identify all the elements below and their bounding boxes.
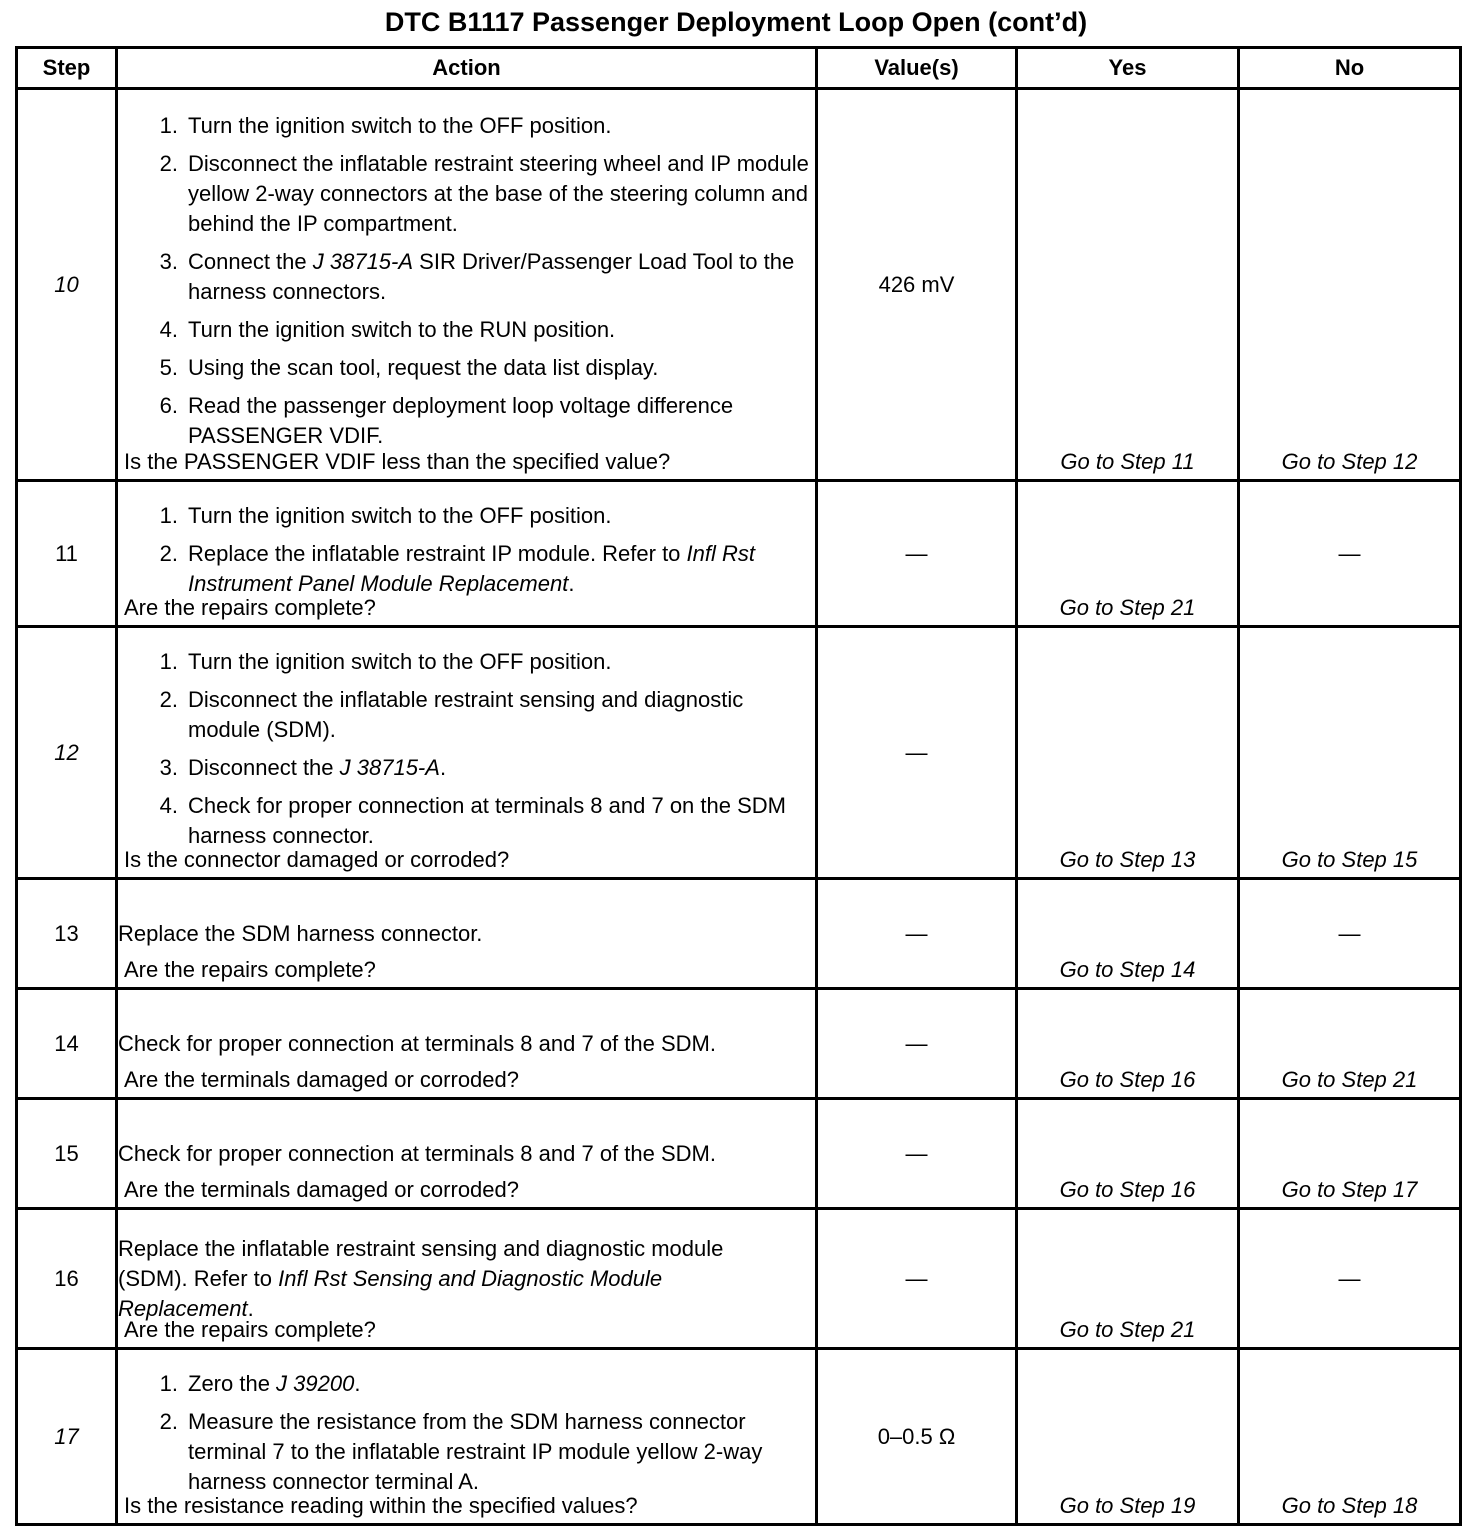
list-item: [118, 685, 815, 745]
tool-name: J 39200: [276, 1370, 355, 1396]
yes-link: Go to Step 21: [1059, 1317, 1196, 1342]
item-text: .: [354, 1370, 361, 1396]
question-text: Are the repairs complete?: [124, 595, 376, 620]
reference-title: Infl Rst Instrument Panel Module Replacement: [188, 540, 756, 596]
item-text: SIR Driver/Passenger Load Tool to the harness connectors.: [188, 248, 795, 304]
header-yes: Yes: [1017, 48, 1239, 89]
item-number: 1.: [159, 112, 178, 138]
list-item: [118, 391, 815, 451]
item-number: 2.: [159, 1408, 178, 1434]
list-item: [118, 791, 815, 851]
yes-link: Go to Step 11: [1060, 449, 1195, 474]
item-number: 1.: [159, 648, 178, 674]
no-cell: [1239, 627, 1461, 879]
action-cell: [117, 1209, 817, 1349]
reference-title: Infl Rst Sensing and Diagnostic Module Replacement: [118, 1265, 663, 1321]
header-values: Value(s): [817, 48, 1017, 89]
question-text: Are the repairs complete?: [124, 1317, 376, 1342]
value-cell: 0–0.5 Ω: [817, 1349, 1017, 1525]
item-text: .: [439, 754, 447, 780]
value-cell: 426 mV: [817, 89, 1017, 481]
list-item: [118, 111, 815, 141]
yes-link: Go to Step 14: [1059, 957, 1196, 982]
yes-link: Go to Step 19: [1059, 1493, 1196, 1518]
yes-cell: [1017, 481, 1239, 627]
item-number: 1.: [159, 502, 178, 528]
action-text: Check for proper connection at terminals 8 and 7 of the SDM.: [118, 1030, 716, 1056]
list-item: [118, 1369, 815, 1399]
list-item: [118, 315, 815, 345]
item-text: Turn the ignition switch to the OFF position.: [188, 648, 612, 674]
item-text: Using the scan tool, request the data list display.: [188, 354, 659, 380]
step-number: 16: [17, 1209, 117, 1349]
yes-link: Go to Step 16: [1059, 1067, 1196, 1092]
item-number: 3.: [159, 248, 178, 274]
action-cell: [117, 1099, 817, 1209]
step-number: 10: [17, 89, 117, 481]
question-text: Is the PASSENGER VDIF less than the specified value?: [124, 449, 671, 474]
no-link: Go to Step 18: [1281, 1493, 1418, 1518]
step-number: 11: [17, 481, 117, 627]
yes-cell: [1017, 89, 1239, 481]
diagnostic-table: [15, 46, 1462, 1526]
list-item: [118, 539, 815, 599]
no-link: Go to Step 17: [1281, 1177, 1418, 1202]
item-text: Turn the ignition switch to the RUN position.: [188, 316, 616, 342]
value-cell: —: [817, 481, 1017, 627]
action-cell: [117, 481, 817, 627]
no-link: Go to Step 21: [1281, 1067, 1418, 1092]
step-number: 14: [17, 989, 117, 1099]
item-text: Check for proper connection at terminals 8 and 7 on the SDM harness connector.: [188, 792, 786, 848]
value-cell: —: [817, 1099, 1017, 1209]
no-link: Go to Step 15: [1281, 847, 1418, 872]
value-cell: —: [817, 989, 1017, 1099]
item-text: Disconnect the: [188, 754, 340, 780]
item-text: Connect the: [188, 248, 313, 274]
action-cell: [117, 1349, 817, 1525]
question-text: Are the terminals damaged or corroded?: [124, 1067, 519, 1092]
yes-cell: [1017, 1099, 1239, 1209]
table-row: [17, 89, 1461, 481]
no-link: Go to Step 12: [1281, 449, 1418, 474]
tool-name: J 38715-A: [339, 754, 440, 780]
table-row: [17, 1099, 1461, 1209]
yes-cell: [1017, 879, 1239, 989]
action-cell: [117, 627, 817, 879]
table-header-row: [17, 48, 1461, 89]
no-value: —: [1338, 540, 1361, 566]
yes-link: Go to Step 13: [1059, 847, 1196, 872]
header-action: Action: [117, 48, 817, 89]
table-row: [17, 627, 1461, 879]
action-cell: [117, 89, 817, 481]
action-cell: [117, 989, 817, 1099]
item-number: 5.: [159, 354, 178, 380]
yes-cell: [1017, 627, 1239, 879]
item-text: Disconnect the inflatable restraint steering wheel and IP module yellow 2-way connectors at the base of the steering column and behind the IP compartment.: [188, 150, 809, 236]
no-cell: [1239, 481, 1461, 627]
yes-cell: [1017, 1349, 1239, 1525]
item-number: 3.: [159, 754, 178, 780]
yes-link: Go to Step 21: [1059, 595, 1196, 620]
item-text: Turn the ignition switch to the OFF position.: [188, 112, 612, 138]
page-title: DTC B1117 Passenger Deployment Loop Open (cont’d): [384, 7, 1088, 37]
question-text: Are the terminals damaged or corroded?: [124, 1177, 519, 1202]
no-cell: [1239, 1209, 1461, 1349]
action-text-part: .: [247, 1295, 254, 1321]
table-row: [17, 1349, 1461, 1525]
header-step: Step: [17, 48, 117, 89]
step-number: 12: [17, 627, 117, 879]
item-number: 6.: [159, 392, 178, 418]
list-item: [118, 149, 815, 239]
item-text: Read the passenger deployment loop voltage difference PASSENGER VDIF.: [188, 392, 734, 448]
action-text-part: Replace the inflatable restraint sensing and diagnostic module (SDM). Refer to: [118, 1235, 724, 1291]
action-text: [118, 1234, 778, 1324]
list-item: [118, 647, 815, 677]
table-row: [17, 989, 1461, 1099]
no-cell: [1239, 1349, 1461, 1525]
no-cell: [1239, 989, 1461, 1099]
item-text: Zero the: [188, 1370, 277, 1396]
item-number: 4.: [159, 316, 178, 342]
list-item: [118, 353, 815, 383]
yes-cell: [1017, 1209, 1239, 1349]
item-text: Replace the inflatable restraint IP module. Refer to: [188, 540, 687, 566]
action-text: Replace the SDM harness connector.: [118, 920, 483, 946]
no-cell: [1239, 1099, 1461, 1209]
tool-name: J 38715-A: [312, 248, 414, 274]
item-text: .: [568, 570, 575, 596]
value-cell: —: [817, 879, 1017, 989]
table-row: [17, 879, 1461, 989]
step-number: 17: [17, 1349, 117, 1525]
question-text: Is the connector damaged or corroded?: [124, 847, 510, 872]
list-item: [118, 1407, 788, 1497]
no-cell: [1239, 89, 1461, 481]
list-item: [118, 753, 815, 783]
value-cell: —: [817, 1209, 1017, 1349]
list-item: [118, 247, 815, 307]
yes-cell: [1017, 989, 1239, 1099]
item-number: 1.: [159, 1370, 178, 1396]
item-text: Turn the ignition switch to the OFF position.: [188, 502, 612, 528]
table-row: [17, 481, 1461, 627]
no-cell: [1239, 879, 1461, 989]
step-number: 13: [17, 879, 117, 989]
action-text: Check for proper connection at terminals 8 and 7 of the SDM.: [118, 1140, 716, 1166]
header-no: No: [1239, 48, 1461, 89]
value-cell: —: [817, 627, 1017, 879]
no-value: —: [1338, 920, 1361, 946]
step-number: 15: [17, 1099, 117, 1209]
item-text: Disconnect the inflatable restraint sensing and diagnostic module (SDM).: [188, 686, 744, 742]
question-text: Are the repairs complete?: [124, 957, 376, 982]
item-number: 2.: [159, 150, 178, 176]
item-number: 4.: [159, 792, 178, 818]
yes-link: Go to Step 16: [1059, 1177, 1196, 1202]
no-value: —: [1338, 1265, 1361, 1291]
table-row: [17, 1209, 1461, 1349]
item-number: 2.: [159, 686, 178, 712]
question-text: Is the resistance reading within the specified values?: [124, 1493, 638, 1518]
action-cell: [117, 879, 817, 989]
item-text: Measure the resistance from the SDM harness connector terminal 7 to the inflatable restraint IP module yellow 2-way harness connector terminal A.: [188, 1408, 763, 1494]
item-number: 2.: [159, 540, 178, 566]
list-item: [118, 501, 815, 531]
